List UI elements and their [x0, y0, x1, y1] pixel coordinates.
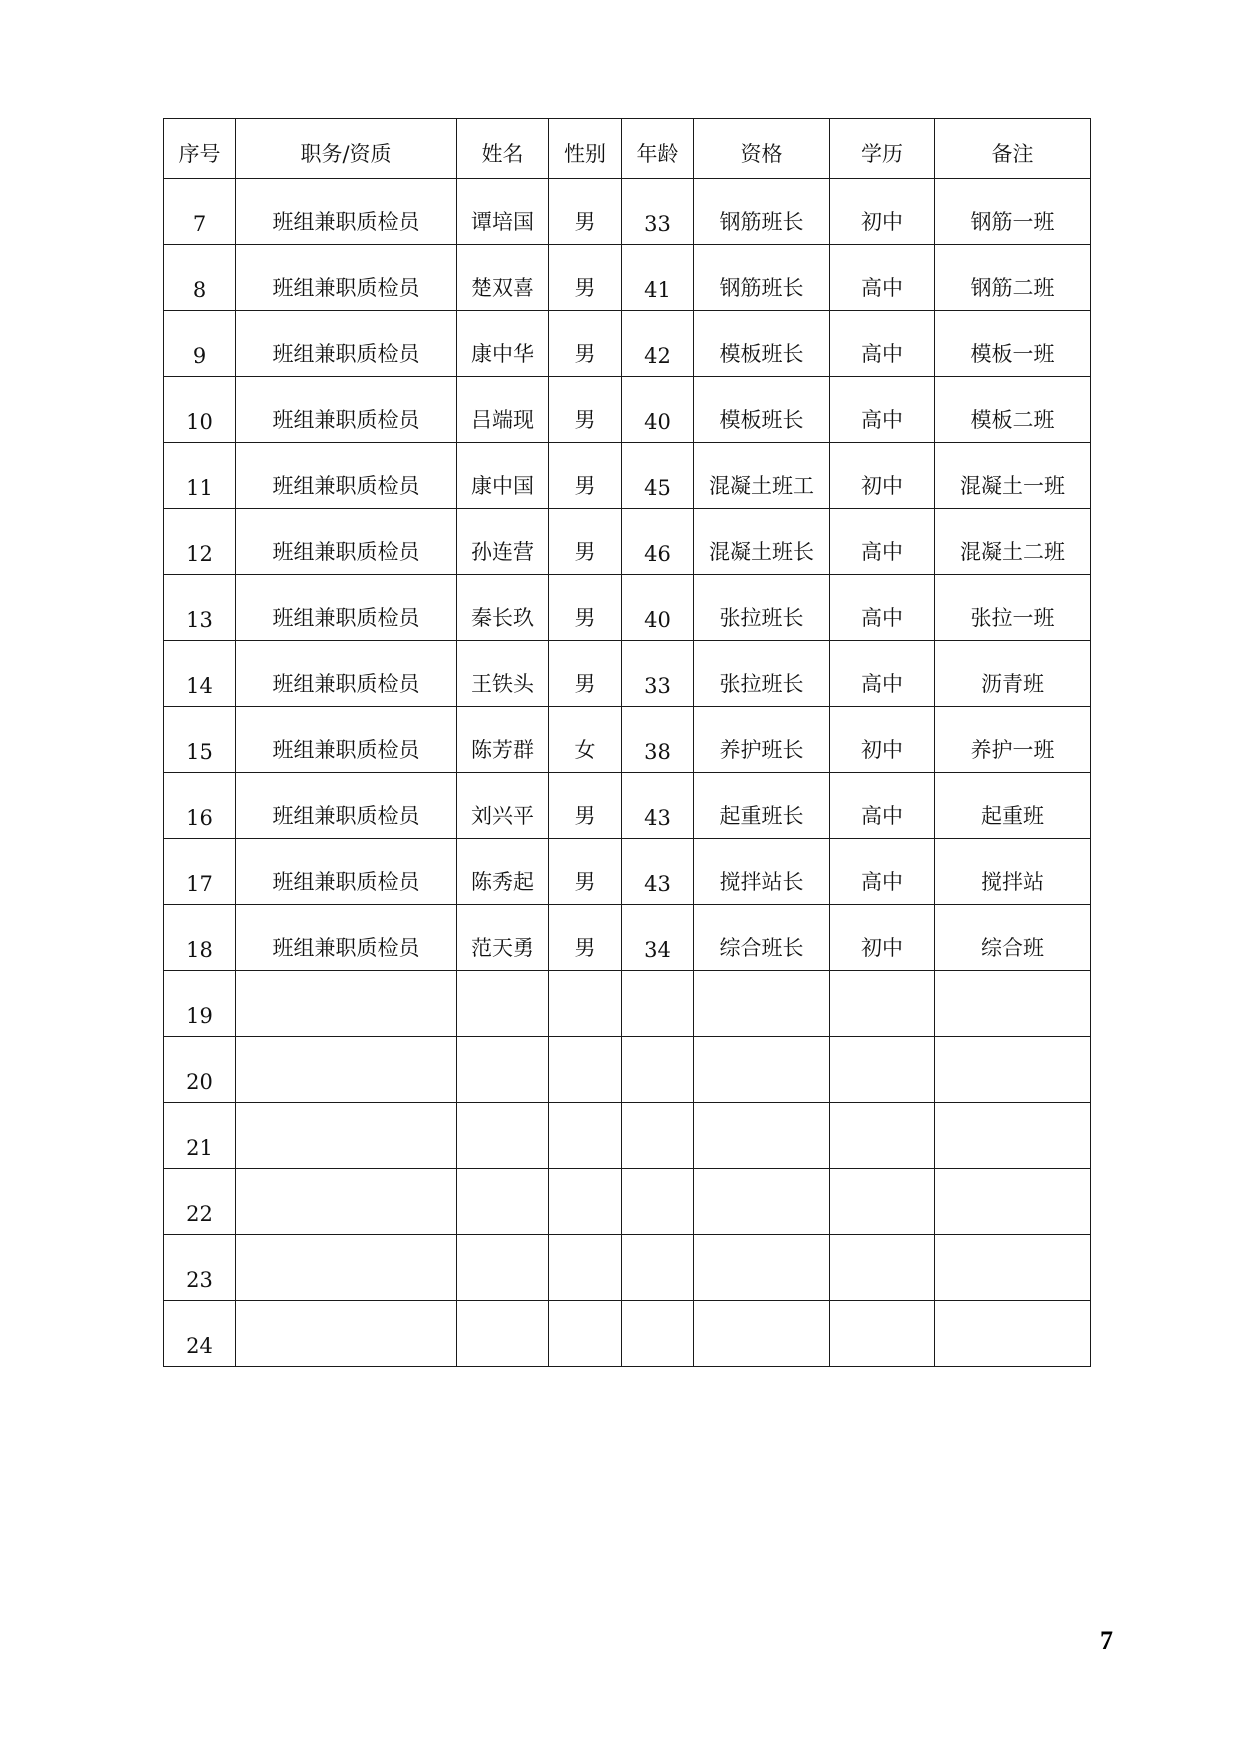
cell-education: 初中	[830, 905, 935, 971]
cell-gender: 男	[549, 773, 622, 839]
cell-index: 18	[164, 905, 236, 971]
cell-remarks	[935, 1037, 1091, 1103]
cell-age: 46	[622, 509, 694, 575]
cell-remarks: 模板一班	[935, 311, 1091, 377]
cell-position: 班组兼职质检员	[236, 377, 457, 443]
cell-qualification	[694, 1301, 830, 1367]
cell-education: 初中	[830, 443, 935, 509]
cell-position: 班组兼职质检员	[236, 509, 457, 575]
cell-education: 高中	[830, 773, 935, 839]
cell-education: 初中	[830, 179, 935, 245]
cell-age: 43	[622, 773, 694, 839]
cell-position: 班组兼职质检员	[236, 641, 457, 707]
cell-index: 13	[164, 575, 236, 641]
cell-qualification: 模板班长	[694, 311, 830, 377]
cell-index: 9	[164, 311, 236, 377]
cell-education: 高中	[830, 311, 935, 377]
cell-position: 班组兼职质检员	[236, 905, 457, 971]
cell-qualification: 搅拌站长	[694, 839, 830, 905]
cell-remarks	[935, 1103, 1091, 1169]
cell-name: 王铁头	[457, 641, 549, 707]
cell-education: 高中	[830, 641, 935, 707]
cell-name: 范天勇	[457, 905, 549, 971]
cell-gender: 男	[549, 839, 622, 905]
cell-qualification: 模板班长	[694, 377, 830, 443]
cell-gender: 男	[549, 443, 622, 509]
cell-qualification	[694, 971, 830, 1037]
cell-gender: 男	[549, 905, 622, 971]
cell-index: 15	[164, 707, 236, 773]
cell-gender: 男	[549, 641, 622, 707]
cell-education	[830, 1169, 935, 1235]
header-row	[164, 119, 1091, 179]
cell-position: 班组兼职质检员	[236, 443, 457, 509]
table-row	[164, 839, 1091, 905]
cell-age	[622, 1103, 694, 1169]
cell-age	[622, 1037, 694, 1103]
table-header	[164, 119, 1091, 179]
cell-name: 孙连营	[457, 509, 549, 575]
header-remarks: 备注	[935, 119, 1091, 179]
table-row	[164, 179, 1091, 245]
cell-age: 38	[622, 707, 694, 773]
cell-qualification: 综合班长	[694, 905, 830, 971]
cell-position: 班组兼职质检员	[236, 311, 457, 377]
cell-age: 41	[622, 245, 694, 311]
cell-education: 高中	[830, 839, 935, 905]
table-row	[164, 641, 1091, 707]
cell-name	[457, 1301, 549, 1367]
cell-remarks: 混凝土二班	[935, 509, 1091, 575]
cell-name: 吕端现	[457, 377, 549, 443]
cell-position	[236, 1169, 457, 1235]
cell-remarks: 钢筋二班	[935, 245, 1091, 311]
cell-index: 24	[164, 1301, 236, 1367]
header-education: 学历	[830, 119, 935, 179]
page-number: 7	[1100, 1626, 1113, 1655]
cell-position: 班组兼职质检员	[236, 575, 457, 641]
cell-index: 10	[164, 377, 236, 443]
cell-education: 高中	[830, 575, 935, 641]
cell-position	[236, 1301, 457, 1367]
cell-gender: 男	[549, 311, 622, 377]
cell-age: 45	[622, 443, 694, 509]
cell-index: 21	[164, 1103, 236, 1169]
cell-remarks: 模板二班	[935, 377, 1091, 443]
cell-gender: 男	[549, 509, 622, 575]
cell-education	[830, 1235, 935, 1301]
cell-name	[457, 971, 549, 1037]
cell-remarks: 钢筋一班	[935, 179, 1091, 245]
cell-position	[236, 1235, 457, 1301]
cell-position	[236, 971, 457, 1037]
cell-age: 40	[622, 575, 694, 641]
cell-qualification	[694, 1169, 830, 1235]
table-row	[164, 773, 1091, 839]
cell-position: 班组兼职质检员	[236, 707, 457, 773]
cell-index: 23	[164, 1235, 236, 1301]
cell-gender	[549, 971, 622, 1037]
cell-index: 19	[164, 971, 236, 1037]
cell-age	[622, 1169, 694, 1235]
cell-remarks: 搅拌站	[935, 839, 1091, 905]
cell-gender	[549, 1103, 622, 1169]
cell-name: 谭培国	[457, 179, 549, 245]
cell-qualification: 养护班长	[694, 707, 830, 773]
cell-index: 16	[164, 773, 236, 839]
cell-name	[457, 1103, 549, 1169]
cell-remarks	[935, 1235, 1091, 1301]
staff-table	[163, 118, 1091, 1367]
header-qualification: 资格	[694, 119, 830, 179]
cell-gender: 男	[549, 377, 622, 443]
cell-remarks	[935, 1169, 1091, 1235]
cell-gender: 男	[549, 179, 622, 245]
cell-index: 22	[164, 1169, 236, 1235]
cell-position: 班组兼职质检员	[236, 839, 457, 905]
cell-qualification: 钢筋班长	[694, 179, 830, 245]
table-row	[164, 707, 1091, 773]
cell-qualification: 起重班长	[694, 773, 830, 839]
cell-age: 40	[622, 377, 694, 443]
cell-qualification	[694, 1103, 830, 1169]
cell-remarks	[935, 971, 1091, 1037]
cell-qualification: 张拉班长	[694, 575, 830, 641]
cell-index: 7	[164, 179, 236, 245]
cell-qualification	[694, 1037, 830, 1103]
cell-remarks: 养护一班	[935, 707, 1091, 773]
cell-qualification: 张拉班长	[694, 641, 830, 707]
cell-remarks: 混凝土一班	[935, 443, 1091, 509]
cell-gender: 女	[549, 707, 622, 773]
cell-remarks: 综合班	[935, 905, 1091, 971]
cell-qualification: 混凝土班工	[694, 443, 830, 509]
table-row	[164, 443, 1091, 509]
cell-position	[236, 1103, 457, 1169]
cell-qualification: 混凝土班长	[694, 509, 830, 575]
cell-age: 42	[622, 311, 694, 377]
cell-index: 20	[164, 1037, 236, 1103]
cell-education	[830, 1301, 935, 1367]
header-name: 姓名	[457, 119, 549, 179]
table-row	[164, 1169, 1091, 1235]
cell-age: 43	[622, 839, 694, 905]
table-row	[164, 575, 1091, 641]
cell-gender	[549, 1301, 622, 1367]
cell-name: 康中华	[457, 311, 549, 377]
table-row	[164, 1301, 1091, 1367]
cell-age: 33	[622, 179, 694, 245]
cell-education: 高中	[830, 377, 935, 443]
table-row	[164, 1235, 1091, 1301]
header-position: 职务/资质	[236, 119, 457, 179]
cell-qualification	[694, 1235, 830, 1301]
table-row	[164, 377, 1091, 443]
cell-index: 14	[164, 641, 236, 707]
cell-name: 楚双喜	[457, 245, 549, 311]
header-index: 序号	[164, 119, 236, 179]
cell-name: 秦长玖	[457, 575, 549, 641]
cell-gender	[549, 1037, 622, 1103]
table-row	[164, 1103, 1091, 1169]
cell-gender	[549, 1235, 622, 1301]
table-row	[164, 1037, 1091, 1103]
cell-name: 刘兴平	[457, 773, 549, 839]
cell-gender: 男	[549, 575, 622, 641]
header-gender: 性别	[549, 119, 622, 179]
table-row	[164, 971, 1091, 1037]
cell-gender: 男	[549, 245, 622, 311]
cell-name: 康中国	[457, 443, 549, 509]
table-body	[164, 179, 1091, 1367]
cell-name	[457, 1235, 549, 1301]
cell-education	[830, 1037, 935, 1103]
cell-name: 陈芳群	[457, 707, 549, 773]
cell-remarks: 张拉一班	[935, 575, 1091, 641]
cell-index: 17	[164, 839, 236, 905]
cell-index: 12	[164, 509, 236, 575]
table-row	[164, 311, 1091, 377]
cell-name	[457, 1037, 549, 1103]
cell-education	[830, 971, 935, 1037]
cell-age: 33	[622, 641, 694, 707]
table-row	[164, 509, 1091, 575]
header-age: 年龄	[622, 119, 694, 179]
cell-age	[622, 1301, 694, 1367]
cell-position: 班组兼职质检员	[236, 179, 457, 245]
cell-age	[622, 971, 694, 1037]
table-row	[164, 245, 1091, 311]
cell-position: 班组兼职质检员	[236, 773, 457, 839]
cell-index: 8	[164, 245, 236, 311]
cell-education: 高中	[830, 509, 935, 575]
cell-name	[457, 1169, 549, 1235]
cell-gender	[549, 1169, 622, 1235]
cell-qualification: 钢筋班长	[694, 245, 830, 311]
cell-position: 班组兼职质检员	[236, 245, 457, 311]
table-row	[164, 905, 1091, 971]
cell-age: 34	[622, 905, 694, 971]
cell-education	[830, 1103, 935, 1169]
cell-position	[236, 1037, 457, 1103]
cell-remarks: 起重班	[935, 773, 1091, 839]
cell-education: 初中	[830, 707, 935, 773]
cell-age	[622, 1235, 694, 1301]
cell-remarks	[935, 1301, 1091, 1367]
cell-education: 高中	[830, 245, 935, 311]
cell-name: 陈秀起	[457, 839, 549, 905]
cell-remarks: 沥青班	[935, 641, 1091, 707]
cell-index: 11	[164, 443, 236, 509]
